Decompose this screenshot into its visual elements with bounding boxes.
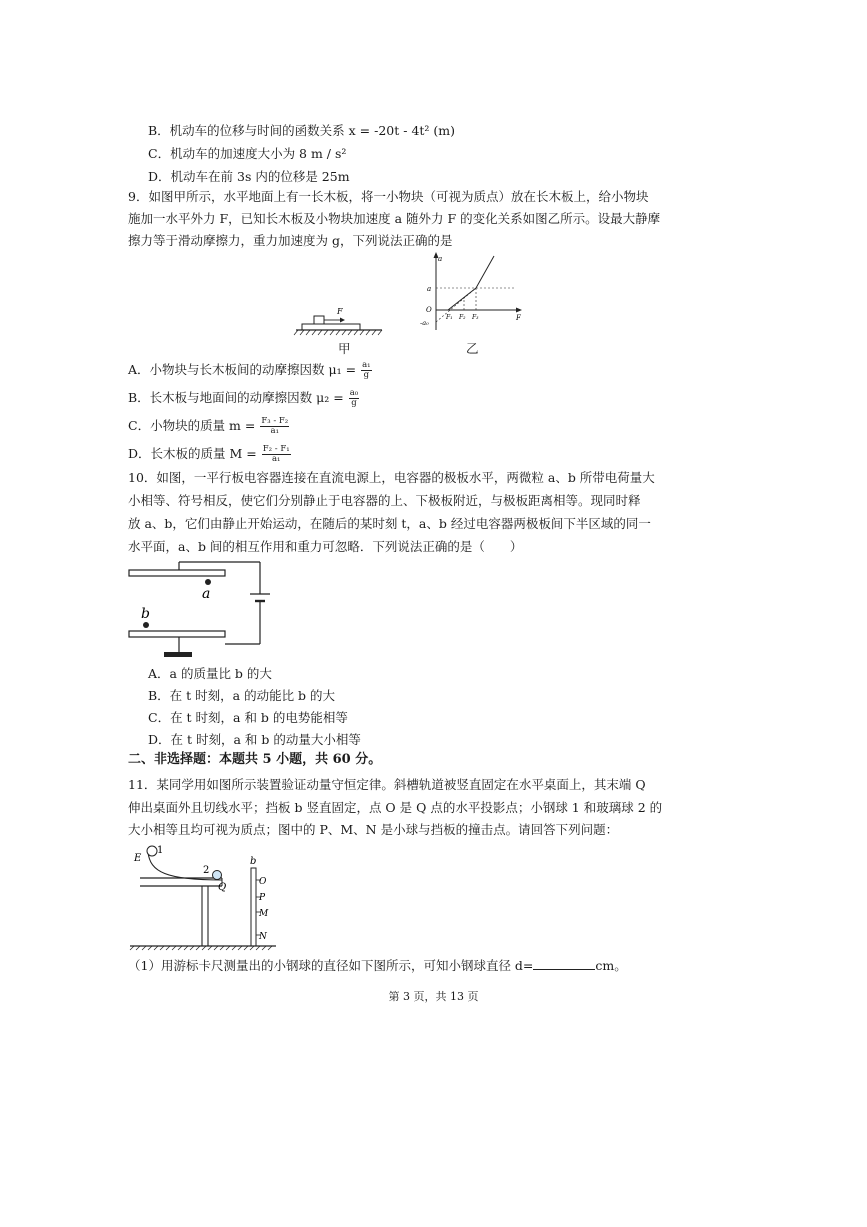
q9-option-c xyxy=(128,417,289,436)
q9-option-b-fraction xyxy=(349,389,359,408)
q9-force-label: F xyxy=(337,307,343,316)
q9-stem-line1: 9．如图甲所示，水平地面上有一长木板，将一小物块（可视为质点）放在长木板上，给小物块 xyxy=(128,189,649,204)
q11-part1-answer-blank[interactable] xyxy=(533,958,595,970)
q9-option-a-numerator: a₁ xyxy=(362,360,371,370)
q9-option-d-denominator: a₁ xyxy=(271,454,281,464)
q8-option-c: C．机动车的加速度大小为 8 m / s² xyxy=(148,146,347,161)
q10-capacitor-figure xyxy=(124,556,274,660)
graph-f2-label: F₂ xyxy=(459,314,466,321)
q9-option-b xyxy=(128,389,359,408)
q10-stem-line4: 水平面，a、b 间的相互作用和重力可忽略．下列说法正确的是（ ） xyxy=(128,539,523,554)
q11-stem-line3: 大小相等且均可视为质点；图中的 P、M、N 是小球与挡板的撞击点。请回答下列问题： xyxy=(128,822,619,837)
q9-stem-line3: 擦力等于滑动摩擦力，重力加速度为 g，下列说法正确的是 xyxy=(128,233,453,248)
q11-stem-line2: 伸出桌面外且切线水平；挡板 b 竖直固定，点 O 是 Q 点的水平投影点；小钢球 1 和玻璃球 2 的 xyxy=(128,800,663,815)
q9-option-b-numerator: a₀ xyxy=(349,388,359,398)
q9-option-c-text: C．小物块的质量 m = xyxy=(128,418,256,433)
graph-origin-label: O xyxy=(426,306,432,314)
q9-option-c-fraction xyxy=(260,417,289,436)
q9-option-a xyxy=(128,361,372,380)
q9-option-c-numerator: F₃ - F₂ xyxy=(261,416,289,426)
q9-option-a-fraction xyxy=(361,361,371,380)
q9-caption-jia: 甲 xyxy=(338,341,351,356)
q10-stem-line3: 放 a、b，它们由静止开始运动，在随后的某时刻 t，a、b 经过电容器两极板间下半区域的同一 xyxy=(128,516,651,531)
q9-stem-line2: 施加一水平外力 F，已知长木板及小物块加速度 a 随外力 F 的变化关系如图乙所示。设最大静摩 xyxy=(128,211,661,226)
q9-option-b-denominator: g xyxy=(351,398,357,408)
q11-label-ball1: 1 xyxy=(157,845,164,856)
q10-label-a: a xyxy=(202,586,211,602)
q11-part1-suffix: cm。 xyxy=(595,958,627,973)
graph-f3-label: F₃ xyxy=(472,314,479,321)
q11-label-p: P xyxy=(259,893,266,903)
q9-figure-yi xyxy=(418,250,528,334)
graph-level-neg-label: -a₀ xyxy=(420,319,429,327)
q10-option-a: A．a 的质量比 b 的大 xyxy=(148,666,272,681)
graph-level-a-label: a xyxy=(427,285,432,293)
graph-y-axis-label: a xyxy=(438,255,443,263)
q10-label-b: b xyxy=(141,606,150,622)
q9-option-a-text: A．小物块与长木板间的动摩擦因数 μ₁ = xyxy=(128,362,357,377)
q11-label-e: E xyxy=(134,853,142,864)
q9-caption-yi: 乙 xyxy=(466,341,479,356)
q10-option-d: D．在 t 时刻，a 和 b 的动量大小相等 xyxy=(148,732,361,747)
q11-label-m: M xyxy=(259,909,269,919)
q11-apparatus-figure xyxy=(126,842,282,952)
q9-option-d-numerator: F₂ - F₁ xyxy=(262,444,290,454)
q11-part1-prefix: （1）用游标卡尺测量出的小钢球的直径如下图所示，可知小钢球直径 d= xyxy=(128,958,534,973)
page-footer: 第 3 页，共 13 页 xyxy=(388,990,479,1003)
q9-option-a-denominator: g xyxy=(363,370,370,380)
q9-option-b-text: B．长木板与地面间的动摩擦因数 μ₂ = xyxy=(128,390,344,405)
section-2-heading: 二、非选择题：本题共 5 小题，共 60 分。 xyxy=(128,752,382,767)
q9-option-d-text: D．长木板的质量 M = xyxy=(128,446,257,461)
q8-option-d: D．机动车在前 3s 内的位移是 25m xyxy=(148,169,350,184)
q9-option-c-denominator: a₁ xyxy=(270,426,280,436)
q10-stem-line1: 10．如图，一平行板电容器连接在直流电源上，电容器的极板水平，两微粒 a、b 所带电荷量大 xyxy=(128,470,655,485)
q11-label-o: O xyxy=(259,877,267,887)
q10-option-b: B．在 t 时刻，a 的动能比 b 的大 xyxy=(148,688,336,703)
q11-label-ball2: 2 xyxy=(203,865,210,876)
q10-option-c: C．在 t 时刻，a 和 b 的电势能相等 xyxy=(148,710,348,725)
q11-label-n: N xyxy=(259,932,267,942)
graph-f1-label: F₁ xyxy=(446,314,453,321)
q11-label-b: b xyxy=(250,856,257,867)
graph-x-axis-label: F xyxy=(516,314,521,322)
q11-part1 xyxy=(128,958,627,974)
q9-option-d xyxy=(128,445,291,464)
q10-stem-line2: 小相等、符号相反，使它们分别静止于电容器的上、下极板附近，与极板距离相等。现同时释 xyxy=(128,493,641,508)
q11-label-q: Q xyxy=(218,882,227,893)
q9-figure-jia xyxy=(290,300,390,340)
q9-option-d-fraction xyxy=(262,445,291,464)
q8-option-b: B．机动车的位移与时间的函数关系 x = -20t - 4t² (m) xyxy=(148,123,456,138)
q11-stem-line1: 11．某同学用如图所示装置验证动量守恒定律。斜槽轨道被竖直固定在水平桌面上，其末端 Q xyxy=(128,777,646,792)
